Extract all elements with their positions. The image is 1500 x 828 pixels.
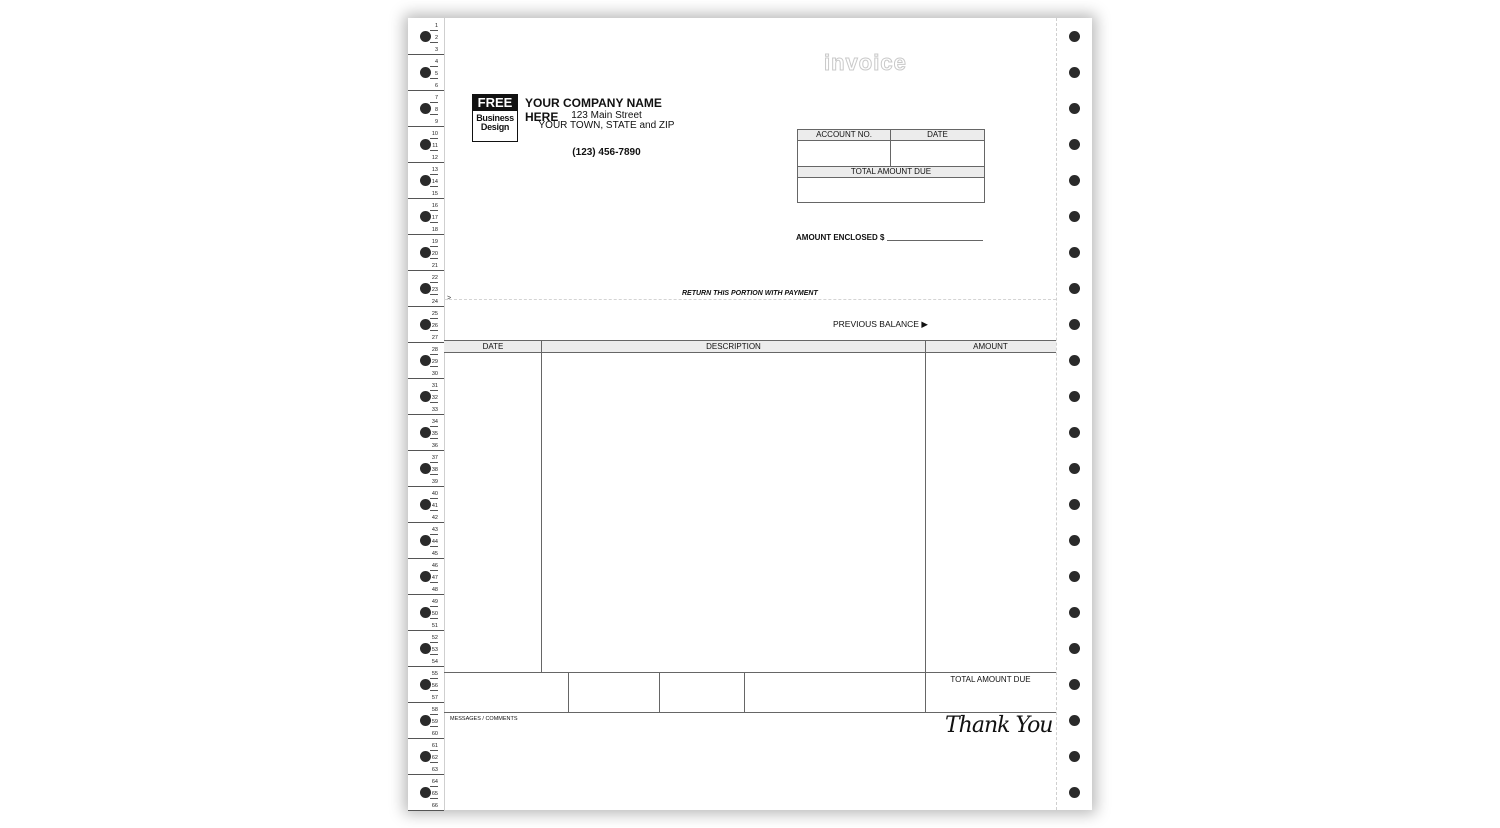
ruling-line xyxy=(430,426,438,427)
ruling-line xyxy=(430,654,438,655)
footer-divider-3 xyxy=(744,672,745,713)
line-number: 35 xyxy=(431,431,438,437)
ruling-line xyxy=(408,414,444,415)
ruling-line xyxy=(430,618,438,619)
ruling-line xyxy=(430,354,438,355)
amount-enclosed-line xyxy=(887,240,983,241)
line-number: 12 xyxy=(431,155,438,161)
footer-total-due-label: TOTAL AMOUNT DUE xyxy=(950,675,1031,684)
pin-feed-hole xyxy=(420,139,431,150)
line-number: 47 xyxy=(431,575,438,581)
left-tractor-strip xyxy=(408,18,445,810)
date-column-line xyxy=(541,340,542,673)
line-number: 32 xyxy=(431,395,438,401)
ruling-line xyxy=(430,66,438,67)
ruling-line xyxy=(430,102,438,103)
ruling-line xyxy=(430,174,438,175)
ruling-line xyxy=(430,798,438,799)
pin-feed-hole xyxy=(1069,139,1080,150)
line-number: 46 xyxy=(431,563,438,569)
pin-feed-hole xyxy=(1069,67,1080,78)
column-date: DATE xyxy=(482,342,504,351)
ruling-line xyxy=(408,594,444,595)
line-number: 57 xyxy=(431,695,438,701)
line-number: 63 xyxy=(431,767,438,773)
pin-feed-hole xyxy=(420,355,431,366)
line-number: 53 xyxy=(431,647,438,653)
ruling-line xyxy=(430,462,438,463)
ruling-line xyxy=(430,474,438,475)
ruling-line xyxy=(408,306,444,307)
line-number: 24 xyxy=(431,299,438,305)
line-number: 13 xyxy=(431,167,438,173)
invoice-watermark: invoice xyxy=(824,50,907,75)
ruling-line xyxy=(430,642,438,643)
pin-feed-hole xyxy=(1069,247,1080,258)
pin-feed-hole xyxy=(420,427,431,438)
ruling-line xyxy=(430,210,438,211)
line-number: 65 xyxy=(431,791,438,797)
ruling-line xyxy=(430,786,438,787)
ruling-line xyxy=(430,714,438,715)
line-number: 37 xyxy=(431,455,438,461)
line-number: 51 xyxy=(431,623,438,629)
ruling-line xyxy=(430,186,438,187)
company-logo xyxy=(472,94,518,142)
ruling-line xyxy=(408,666,444,667)
ruling-line xyxy=(430,690,438,691)
ruling-line xyxy=(430,30,438,31)
line-number: 16 xyxy=(431,203,438,209)
ruling-line xyxy=(408,90,444,91)
line-number: 11 xyxy=(432,143,438,149)
pin-feed-hole xyxy=(1069,787,1080,798)
tear-arrow: > xyxy=(447,295,452,302)
ruling-line xyxy=(408,702,444,703)
pin-feed-hole xyxy=(1069,319,1080,330)
ruling-line xyxy=(430,390,438,391)
line-number: 43 xyxy=(431,527,438,533)
ruling-line xyxy=(430,750,438,751)
pin-feed-hole xyxy=(1069,607,1080,618)
line-number: 29 xyxy=(431,359,438,365)
ruling-line xyxy=(430,726,438,727)
line-number: 59 xyxy=(431,719,438,725)
line-number: 48 xyxy=(431,587,438,593)
line-number: 42 xyxy=(431,515,438,521)
ruling-line xyxy=(430,318,438,319)
ruling-line xyxy=(408,630,444,631)
logo-free-text: FREE xyxy=(473,95,517,111)
line-number: 3 xyxy=(434,47,438,53)
line-number: 28 xyxy=(431,347,438,353)
pin-feed-hole xyxy=(420,283,431,294)
pin-feed-hole xyxy=(420,67,431,78)
pin-feed-hole xyxy=(420,607,431,618)
ruling-line xyxy=(430,582,438,583)
pin-feed-hole xyxy=(1069,535,1080,546)
pin-feed-hole xyxy=(420,391,431,402)
line-number: 1 xyxy=(434,23,438,29)
line-number: 18 xyxy=(431,227,438,233)
pin-feed-hole xyxy=(1069,643,1080,654)
amount-enclosed-label: AMOUNT ENCLOSED $ xyxy=(796,233,885,242)
pin-feed-hole xyxy=(1069,175,1080,186)
line-number: 62 xyxy=(431,755,438,761)
return-portion-text: RETURN THIS PORTION WITH PAYMENT xyxy=(682,290,818,297)
line-number: 36 xyxy=(431,443,438,449)
ruling-line xyxy=(408,270,444,271)
line-number: 55 xyxy=(431,671,438,677)
remittance-box xyxy=(797,129,985,203)
pin-feed-hole xyxy=(1069,31,1080,42)
line-number: 25 xyxy=(431,311,438,317)
line-number: 50 xyxy=(431,611,438,617)
footer-divider-2 xyxy=(659,672,660,713)
pin-feed-hole xyxy=(420,787,431,798)
ruling-line xyxy=(408,486,444,487)
line-number: 8 xyxy=(434,107,438,113)
line-number: 41 xyxy=(431,503,438,509)
pin-feed-hole xyxy=(420,247,431,258)
line-number: 4 xyxy=(434,59,438,65)
pin-feed-hole xyxy=(1069,427,1080,438)
messages-comments-label: MESSAGES / COMMENTS xyxy=(450,716,518,722)
pin-feed-hole xyxy=(420,319,431,330)
line-number: 31 xyxy=(431,383,438,389)
line-number: 38 xyxy=(431,467,438,473)
ruling-line xyxy=(430,366,438,367)
line-number: 66 xyxy=(431,803,438,809)
ruling-line xyxy=(408,126,444,127)
ruling-line xyxy=(430,330,438,331)
pin-feed-hole xyxy=(420,103,431,114)
pin-feed-hole xyxy=(1069,679,1080,690)
ruling-line xyxy=(430,42,438,43)
company-phone: (123) 456-7890 xyxy=(572,147,641,158)
pin-feed-hole xyxy=(1069,355,1080,366)
account-no-header: ACCOUNT NO. xyxy=(798,130,890,141)
ruling-line xyxy=(430,246,438,247)
pin-feed-hole xyxy=(1069,211,1080,222)
pin-feed-hole xyxy=(1069,463,1080,474)
line-number: 26 xyxy=(431,323,438,329)
line-number: 33 xyxy=(431,407,438,413)
ruling-line xyxy=(408,522,444,523)
line-number: 7 xyxy=(434,95,438,101)
pin-feed-hole xyxy=(420,211,431,222)
ruling-line xyxy=(408,162,444,163)
pin-feed-hole xyxy=(1069,715,1080,726)
pin-feed-hole xyxy=(1069,751,1080,762)
ruling-line xyxy=(408,54,444,55)
line-number: 17 xyxy=(431,215,438,221)
ruling-line xyxy=(430,78,438,79)
pin-feed-hole xyxy=(420,175,431,186)
ruling-line xyxy=(430,606,438,607)
invoice-form xyxy=(408,18,1092,810)
ruling-line xyxy=(430,294,438,295)
line-number: 40 xyxy=(431,491,438,497)
line-number: 60 xyxy=(431,731,438,737)
line-number: 61 xyxy=(431,743,438,749)
line-number: 22 xyxy=(431,275,438,281)
ruling-line xyxy=(408,234,444,235)
pin-feed-hole xyxy=(420,643,431,654)
pin-feed-hole xyxy=(420,571,431,582)
line-number: 6 xyxy=(434,83,438,89)
line-number: 30 xyxy=(431,371,438,377)
line-number: 21 xyxy=(431,263,438,269)
ruling-line xyxy=(408,450,444,451)
line-number: 34 xyxy=(431,419,438,425)
pin-feed-hole xyxy=(1069,391,1080,402)
ruling-line xyxy=(430,510,438,511)
ruling-line xyxy=(408,342,444,343)
items-bottom-line xyxy=(444,672,1056,673)
column-amount: AMOUNT xyxy=(973,342,1008,351)
line-number: 54 xyxy=(431,659,438,665)
line-number: 5 xyxy=(434,71,438,77)
company-city: YOUR TOWN, STATE and ZIP xyxy=(538,120,675,131)
ruling-line xyxy=(430,114,438,115)
logo-line-2: Design xyxy=(480,122,510,132)
pin-feed-hole xyxy=(1069,283,1080,294)
ruling-line xyxy=(430,282,438,283)
line-number: 19 xyxy=(431,239,438,245)
column-description: DESCRIPTION xyxy=(706,342,761,351)
line-number: 15 xyxy=(431,191,438,197)
line-number: 56 xyxy=(431,683,438,689)
pin-feed-hole xyxy=(420,463,431,474)
pin-feed-hole xyxy=(420,751,431,762)
line-number: 45 xyxy=(431,551,438,557)
ruling-line xyxy=(408,378,444,379)
pin-feed-hole xyxy=(420,499,431,510)
ruling-line xyxy=(430,570,438,571)
line-number: 58 xyxy=(431,707,438,713)
pin-feed-hole xyxy=(1069,103,1080,114)
ruling-line xyxy=(430,222,438,223)
right-tractor-strip xyxy=(1056,18,1093,810)
ruling-line xyxy=(430,150,438,151)
ruling-line xyxy=(408,774,444,775)
play-arrow-icon: ▶ xyxy=(921,319,928,329)
thank-you-text: Thank You xyxy=(945,713,1053,738)
pin-feed-hole xyxy=(420,31,431,42)
ruling-line xyxy=(408,198,444,199)
pin-feed-hole xyxy=(1069,499,1080,510)
line-number: 14 xyxy=(431,179,438,185)
pin-feed-hole xyxy=(1069,571,1080,582)
pin-feed-hole xyxy=(420,679,431,690)
logo-line-1: Business xyxy=(476,113,514,123)
ruling-line xyxy=(430,138,438,139)
ruling-line xyxy=(430,546,438,547)
previous-balance-label: PREVIOUS BALANCE ▶ xyxy=(833,319,928,329)
line-number: 2 xyxy=(434,35,438,41)
ruling-line xyxy=(430,438,438,439)
ruling-line xyxy=(408,558,444,559)
line-number: 10 xyxy=(431,131,438,137)
ruling-line xyxy=(430,258,438,259)
ruling-line xyxy=(430,402,438,403)
ruling-line xyxy=(430,498,438,499)
ruling-line xyxy=(408,738,444,739)
amount-column-line xyxy=(925,340,926,713)
line-number: 23 xyxy=(431,287,438,293)
ruling-line xyxy=(430,534,438,535)
stub-date-header: DATE xyxy=(891,130,984,141)
line-number: 44 xyxy=(431,539,438,545)
line-number: 9 xyxy=(434,119,438,125)
line-number: 27 xyxy=(431,335,438,341)
pin-feed-hole xyxy=(420,715,431,726)
line-number: 20 xyxy=(431,251,438,257)
ruling-line xyxy=(408,810,444,811)
company-street: 123 Main Street xyxy=(571,110,642,121)
line-number: 39 xyxy=(431,479,438,485)
line-number: 49 xyxy=(431,599,438,605)
footer-divider-1 xyxy=(568,672,569,713)
ruling-line xyxy=(430,678,438,679)
company-name: YOUR COMPANY NAME HERE xyxy=(525,96,662,124)
line-number: 52 xyxy=(431,635,438,641)
ruling-line xyxy=(430,762,438,763)
stub-total-due-header: TOTAL AMOUNT DUE xyxy=(798,167,984,178)
perforation-line xyxy=(444,299,1056,300)
stub-divider xyxy=(890,130,891,167)
pin-feed-hole xyxy=(420,535,431,546)
line-number: 64 xyxy=(431,779,438,785)
